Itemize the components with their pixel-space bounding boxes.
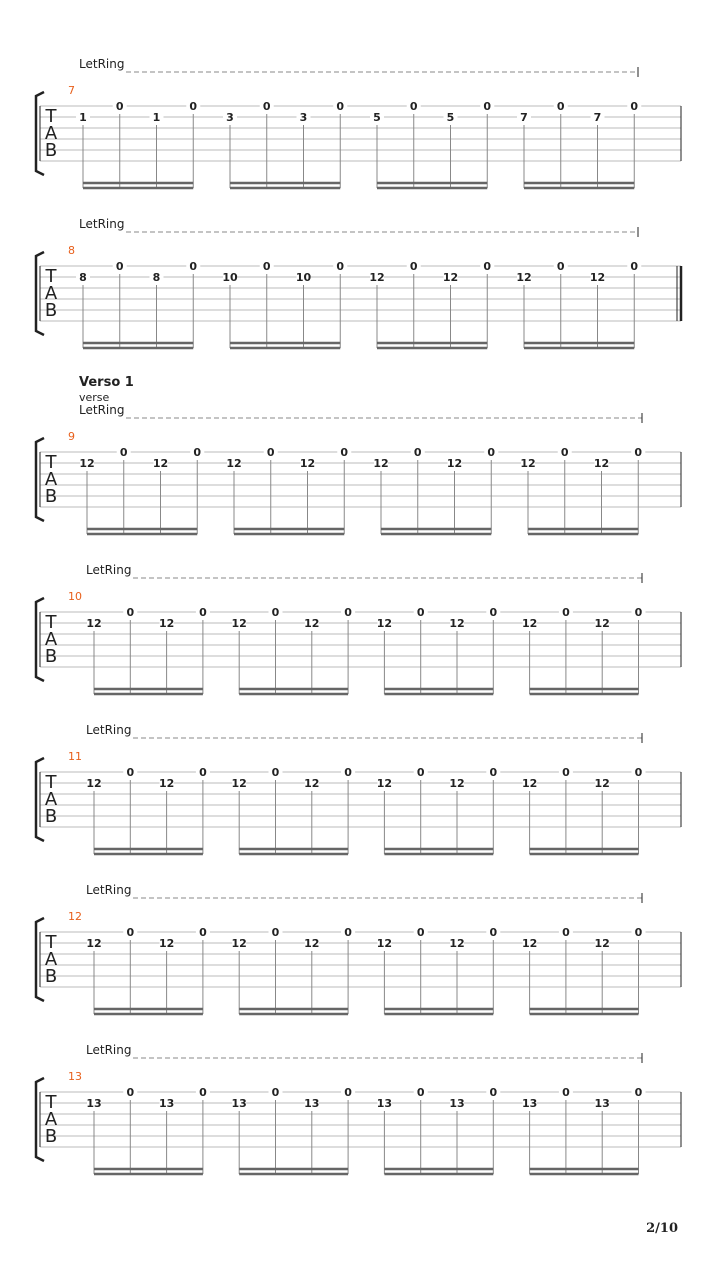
tab-clef-letter: B	[44, 486, 58, 507]
fret-number: 5	[446, 111, 455, 124]
fret-number: 0	[199, 606, 207, 619]
fret-number: 0	[271, 926, 280, 939]
let-ring-label: LetRing	[86, 723, 132, 737]
fret-number: 12	[152, 457, 169, 470]
fret-number: 0	[336, 100, 345, 113]
fret-number: 0	[340, 446, 349, 459]
measure-number: 12	[68, 910, 82, 923]
tab-clef-letter: B	[44, 140, 58, 161]
fret-number: 12	[521, 617, 538, 630]
fret-number: 0	[630, 100, 639, 113]
fret-number: 0	[409, 100, 418, 113]
fret-number: 0	[199, 926, 207, 939]
fret-number: 0	[126, 926, 135, 939]
fret-number: 0	[483, 100, 492, 113]
fret-number: 12	[516, 271, 532, 284]
fret-number: 0	[489, 766, 498, 779]
fret-number: 13	[594, 1097, 610, 1110]
fret-number: 7	[593, 111, 602, 124]
tab-clef-letter: A	[44, 283, 58, 304]
tab-clef-letter: B	[44, 966, 58, 987]
fret-number: 0	[344, 766, 352, 779]
fret-number: 0	[487, 446, 496, 459]
fret-number: 0	[189, 260, 198, 273]
fret-number: 12	[158, 617, 175, 630]
fret-number: 12	[594, 937, 610, 950]
measure-number: 11	[68, 750, 82, 763]
fret-number: 0	[126, 766, 135, 779]
fret-number: 12	[158, 777, 175, 790]
fret-number: 0	[262, 260, 271, 273]
fret-number: 10	[295, 271, 312, 284]
tab-clef-letter: T	[45, 266, 57, 287]
tab-clef-letter: T	[45, 612, 57, 633]
fret-number: 12	[231, 777, 247, 790]
tab-clef-letter: B	[44, 300, 58, 321]
fret-number: 0	[271, 1086, 280, 1099]
fret-number: 12	[369, 271, 385, 284]
fret-number: 12	[376, 617, 393, 630]
fret-number: 0	[336, 260, 345, 273]
fret-number: 0	[271, 766, 280, 779]
fret-number: 8	[152, 271, 161, 284]
fret-number: 13	[86, 1097, 102, 1110]
let-ring-label: LetRing	[86, 563, 132, 577]
fret-number: 0	[416, 766, 425, 779]
fret-number: 12	[299, 457, 316, 470]
fret-number: 12	[304, 937, 320, 950]
fret-number: 0	[189, 100, 198, 113]
fret-number: 0	[119, 446, 128, 459]
fret-number: 3	[226, 111, 234, 124]
let-ring-label: LetRing	[86, 883, 132, 897]
fret-number: 0	[271, 606, 280, 619]
fret-number: 0	[630, 260, 639, 273]
fret-number: 0	[562, 926, 570, 939]
fret-number: 12	[376, 937, 393, 950]
section-title: Verso 1	[79, 375, 134, 390]
fret-number: 12	[521, 937, 538, 950]
fret-number: 0	[489, 1086, 498, 1099]
fret-number: 12	[79, 457, 95, 470]
fret-number: 12	[86, 617, 102, 630]
fret-number: 13	[449, 1097, 465, 1110]
measure-number: 7	[68, 84, 75, 97]
fret-number: 0	[416, 1086, 425, 1099]
fret-number: 0	[556, 260, 565, 273]
fret-number: 3	[299, 111, 308, 124]
fret-number: 12	[589, 271, 606, 284]
measure-number: 9	[68, 430, 75, 443]
tab-clef-letter: A	[44, 949, 58, 970]
fret-number: 0	[483, 260, 492, 273]
tab-clef-letter: A	[44, 789, 58, 810]
fret-number: 12	[304, 777, 320, 790]
fret-number: 0	[262, 100, 271, 113]
fret-number: 0	[634, 766, 643, 779]
tab-clef-letter: T	[45, 932, 57, 953]
tab-clef-letter: B	[44, 806, 58, 827]
fret-number: 13	[231, 1097, 247, 1110]
fret-number: 0	[634, 446, 643, 459]
fret-number: 0	[199, 766, 207, 779]
fret-number: 0	[634, 606, 643, 619]
fret-number: 0	[489, 606, 498, 619]
fret-number: 12	[449, 617, 465, 630]
fret-number: 0	[416, 606, 425, 619]
fret-number: 12	[231, 937, 247, 950]
fret-number: 0	[409, 260, 418, 273]
tab-clef-letter: T	[45, 106, 57, 127]
fret-number: 12	[158, 937, 175, 950]
let-ring-label: LetRing	[86, 1043, 132, 1057]
page-number: 2/10	[646, 1221, 678, 1236]
fret-number: 1	[152, 111, 161, 124]
fret-number: 0	[634, 926, 643, 939]
fret-number: 5	[373, 111, 381, 124]
fret-number: 0	[416, 926, 425, 939]
fret-number: 0	[126, 1086, 135, 1099]
fret-number: 0	[199, 1086, 207, 1099]
fret-number: 12	[449, 777, 465, 790]
fret-number: 0	[560, 446, 569, 459]
fret-number: 0	[562, 766, 570, 779]
fret-number: 12	[86, 777, 102, 790]
fret-number: 12	[373, 457, 389, 470]
tab-clef-letter: B	[44, 1126, 58, 1147]
let-ring-label: LetRing	[79, 57, 125, 71]
fret-number: 1	[79, 111, 87, 124]
fret-number: 12	[231, 617, 247, 630]
fret-number: 12	[86, 937, 102, 950]
tab-clef-letter: A	[44, 629, 58, 650]
fret-number: 10	[222, 271, 238, 284]
fret-number: 12	[594, 617, 610, 630]
fret-number: 0	[556, 100, 565, 113]
fret-number: 0	[193, 446, 202, 459]
fret-number: 13	[521, 1097, 538, 1110]
fret-number: 12	[449, 937, 465, 950]
fret-number: 0	[562, 1086, 570, 1099]
tab-clef-letter: T	[45, 452, 57, 473]
tab-clef-letter: T	[45, 772, 57, 793]
fret-number: 0	[413, 446, 422, 459]
fret-number: 0	[489, 926, 498, 939]
fret-number: 0	[115, 100, 124, 113]
measure-number: 13	[68, 1070, 82, 1083]
let-ring-label: LetRing	[79, 217, 125, 231]
fret-number: 12	[593, 457, 610, 470]
let-ring-label: LetRing	[79, 403, 125, 417]
fret-number: 0	[634, 1086, 643, 1099]
fret-number: 0	[126, 606, 135, 619]
measure-number: 10	[68, 590, 82, 603]
fret-number: 12	[442, 271, 459, 284]
section-subtitle: verse	[79, 391, 110, 404]
fret-number: 0	[344, 926, 352, 939]
fret-number: 12	[520, 457, 536, 470]
fret-number: 12	[376, 777, 393, 790]
measure-number: 8	[68, 244, 75, 257]
fret-number: 12	[446, 457, 463, 470]
fret-number: 8	[79, 271, 87, 284]
fret-number: 12	[594, 777, 610, 790]
fret-number: 13	[158, 1097, 175, 1110]
tab-clef-letter: B	[44, 646, 58, 667]
fret-number: 12	[304, 617, 320, 630]
fret-number: 0	[344, 606, 352, 619]
fret-number: 13	[376, 1097, 393, 1110]
tab-clef-letter: A	[44, 123, 58, 144]
fret-number: 13	[304, 1097, 320, 1110]
fret-number: 0	[344, 1086, 352, 1099]
fret-number: 7	[520, 111, 528, 124]
tab-clef-letter: T	[45, 1092, 57, 1113]
fret-number: 12	[226, 457, 242, 470]
tab-clef-letter: A	[44, 469, 58, 490]
tab-clef-letter: A	[44, 1109, 58, 1130]
fret-number: 12	[521, 777, 538, 790]
fret-number: 0	[562, 606, 570, 619]
fret-number: 0	[266, 446, 275, 459]
fret-number: 0	[115, 260, 124, 273]
